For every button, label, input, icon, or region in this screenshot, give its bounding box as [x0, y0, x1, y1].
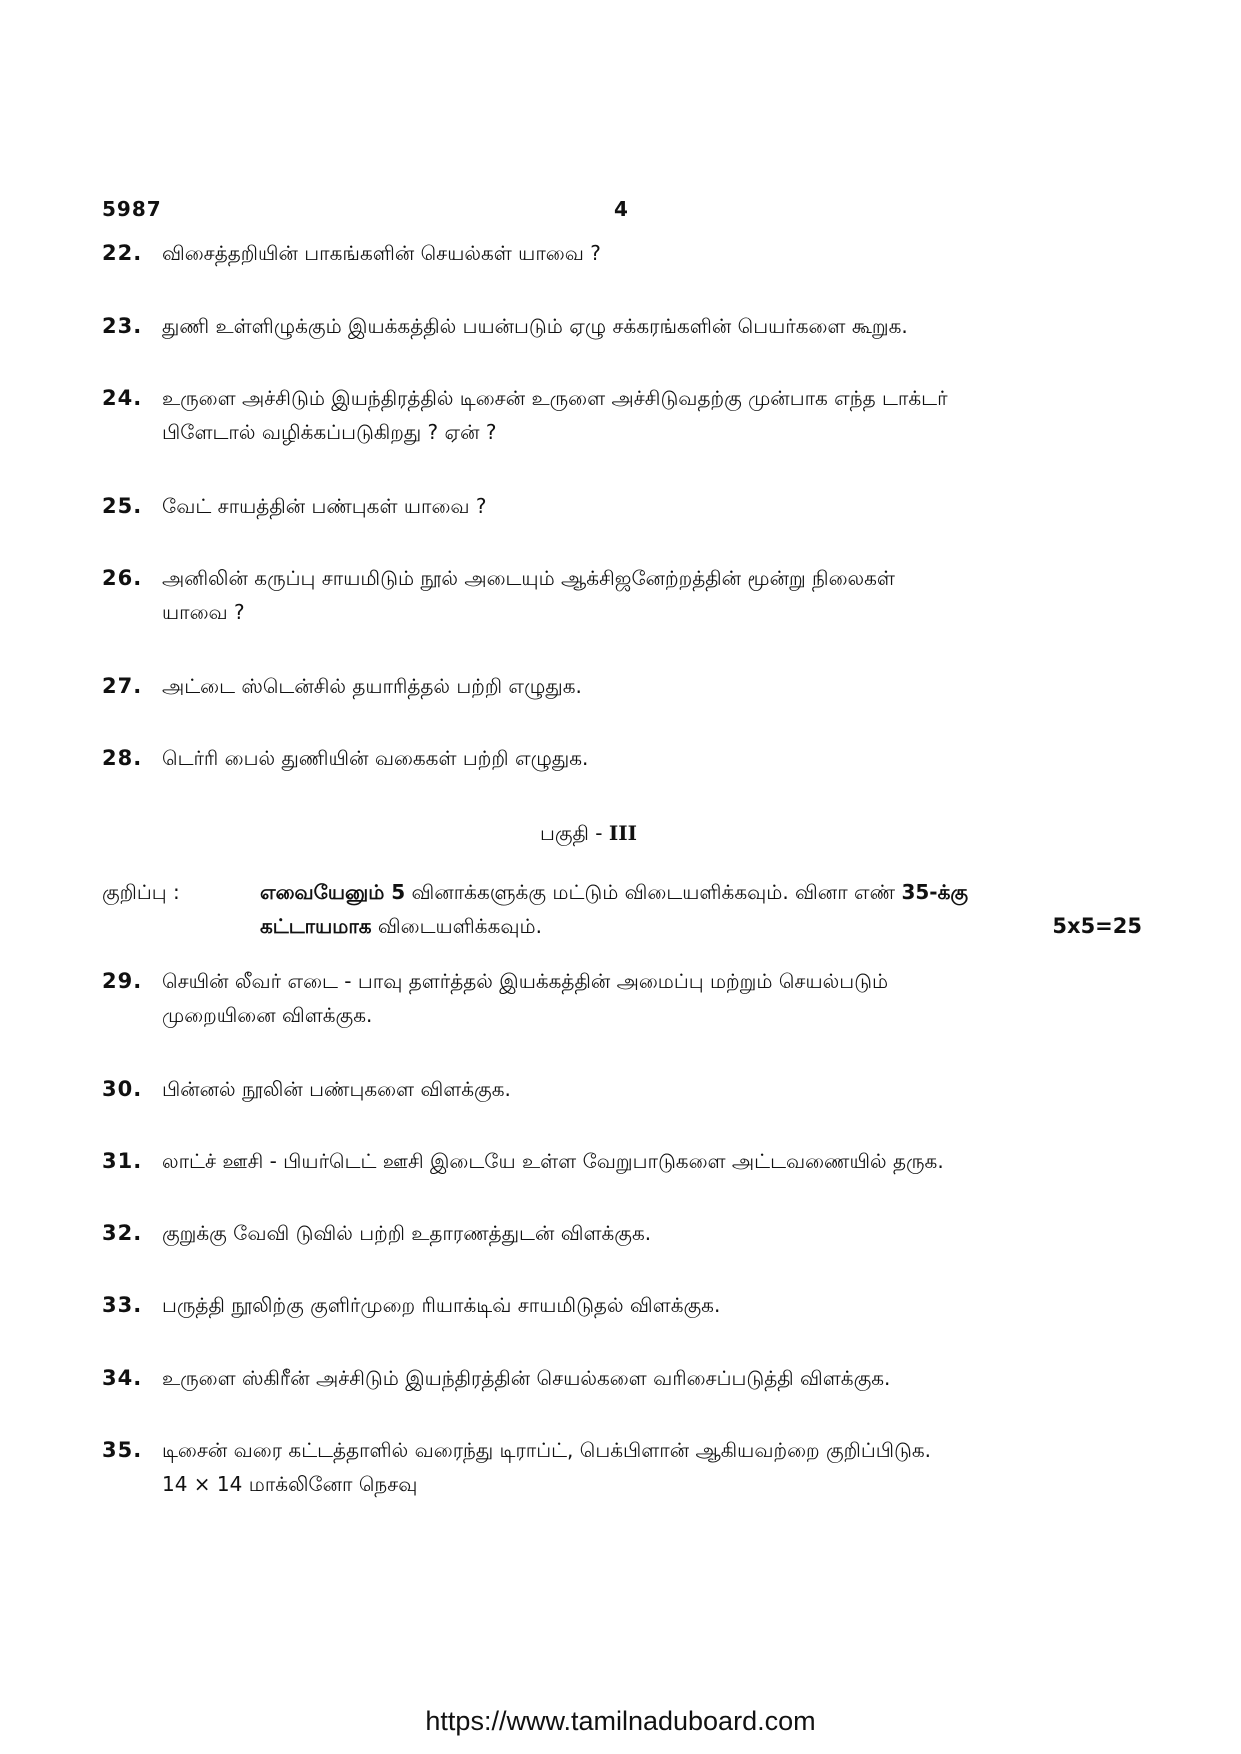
question-number: 27. [102, 674, 143, 698]
question-number: 25. [102, 494, 143, 518]
paper-code: 5987 [102, 197, 162, 221]
question-text [162, 561, 1102, 629]
question-line: விசைத்தறியின் பாகங்களின் செயல்கள் யாவை ? [162, 241, 601, 265]
note-label: குறிப்பு : [102, 880, 180, 904]
question-line: 14 × 14 மாக்லினோ நெசவு [162, 1472, 418, 1496]
question-number: 34. [102, 1366, 143, 1390]
question-line: உருளை அச்சிடும் இயந்திரத்தில் டிசைன் உருளை அச்சிடுவதற்கு முன்பாக எந்த டாக்டர் [162, 386, 948, 410]
question-number: 22. [102, 241, 143, 265]
question-line: உருளை ஸ்கிரீன் அச்சிடும் இயந்திரத்தின் செயல்களை வரிசைப்படுத்தி விளக்குக. [162, 1366, 891, 1390]
question-number: 33. [102, 1293, 143, 1317]
question-number: 29. [102, 969, 143, 993]
question-text [162, 1433, 1102, 1501]
question-line: அனிலின் கருப்பு சாயமிடும் நூல் அடையும் ஆக்சிஜனேற்றத்தின் மூன்று நிலைகள் [162, 566, 895, 590]
question-text [162, 489, 1102, 523]
section-title-roman: III [608, 821, 637, 845]
question-text [162, 1144, 1102, 1178]
note-bold-any-five: எவையேனும் 5 [260, 880, 406, 904]
question-number: 32. [102, 1221, 143, 1245]
question-text [162, 1288, 1102, 1322]
footer-url: https://www.tamilnaduboard.com [425, 1706, 816, 1736]
question-number: 30. [102, 1077, 143, 1101]
question-line: குறுக்கு வேவி டுவில் பற்றி உதாரணத்துடன் விளக்குக. [162, 1221, 652, 1245]
question-text [162, 1072, 1102, 1106]
question-number: 31. [102, 1149, 143, 1173]
question-text [162, 741, 1102, 775]
note-bold-question-35: 35-க்கு [901, 880, 969, 904]
question-line: அட்டை ஸ்டென்சில் தயாரித்தல் பற்றி எழுதுக. [162, 674, 582, 698]
question-line: செயின் லீவர் எடை - பாவு தளர்த்தல் இயக்கத்தின் அமைப்பு மற்றும் செயல்படும் [162, 969, 889, 993]
question-line: வேட் சாயத்தின் பண்புகள் யாவை ? [162, 494, 487, 518]
page-number: 4 [614, 197, 628, 221]
question-text [162, 964, 1102, 1032]
question-line: யாவை ? [162, 600, 245, 624]
section-marks: 5x5=25 [1052, 914, 1142, 938]
question-text [162, 1361, 1102, 1395]
question-text [162, 309, 1102, 343]
note-text-2: விடையளிக்கவும். [371, 914, 542, 938]
question-line: பருத்தி நூலிற்கு குளிர்முறை ரியாக்டிவ் சாயமிடுதல் விளக்குக. [162, 1293, 721, 1317]
question-number: 26. [102, 566, 143, 590]
question-line: முறையினை விளக்குக. [162, 1003, 373, 1027]
note-bold-compulsory: கட்டாயமாக [260, 914, 372, 938]
question-text [162, 669, 1102, 703]
question-line: லாட்ச் ஊசி - பியர்டெட் ஊசி இடையே உள்ள வேறுபாடுகளை அட்டவணையில் தருக. [162, 1149, 944, 1173]
note-body [260, 875, 1140, 943]
question-number: 35. [102, 1438, 143, 1462]
question-line: பின்னல் நூலின் பண்புகளை விளக்குக. [162, 1077, 511, 1101]
question-text [162, 381, 1102, 449]
section-title [540, 821, 637, 848]
question-line: துணி உள்ளிழுக்கும் இயக்கத்தில் பயன்படும் ஏழு சக்கரங்களின் பெயர்களை கூறுக. [162, 314, 908, 338]
section-title-prefix: பகுதி - [540, 821, 609, 845]
question-number: 24. [102, 386, 143, 410]
question-number: 28. [102, 746, 143, 770]
question-text [162, 236, 1102, 270]
question-number: 23. [102, 314, 143, 338]
question-line: பிளேடால் வழிக்கப்படுகிறது ? ஏன் ? [162, 420, 497, 444]
question-line: டெர்ரி பைல் துணியின் வகைகள் பற்றி எழுதுக. [162, 746, 589, 770]
note-text-1: வினாக்களுக்கு மட்டும் விடையளிக்கவும். வினா எண் [405, 880, 902, 904]
question-text [162, 1216, 1102, 1250]
question-line: டிசைன் வரை கட்டத்தாளில் வரைந்து டிராப்ட், பெக்பிளான் ஆகியவற்றை குறிப்பிடுக. [162, 1438, 931, 1462]
